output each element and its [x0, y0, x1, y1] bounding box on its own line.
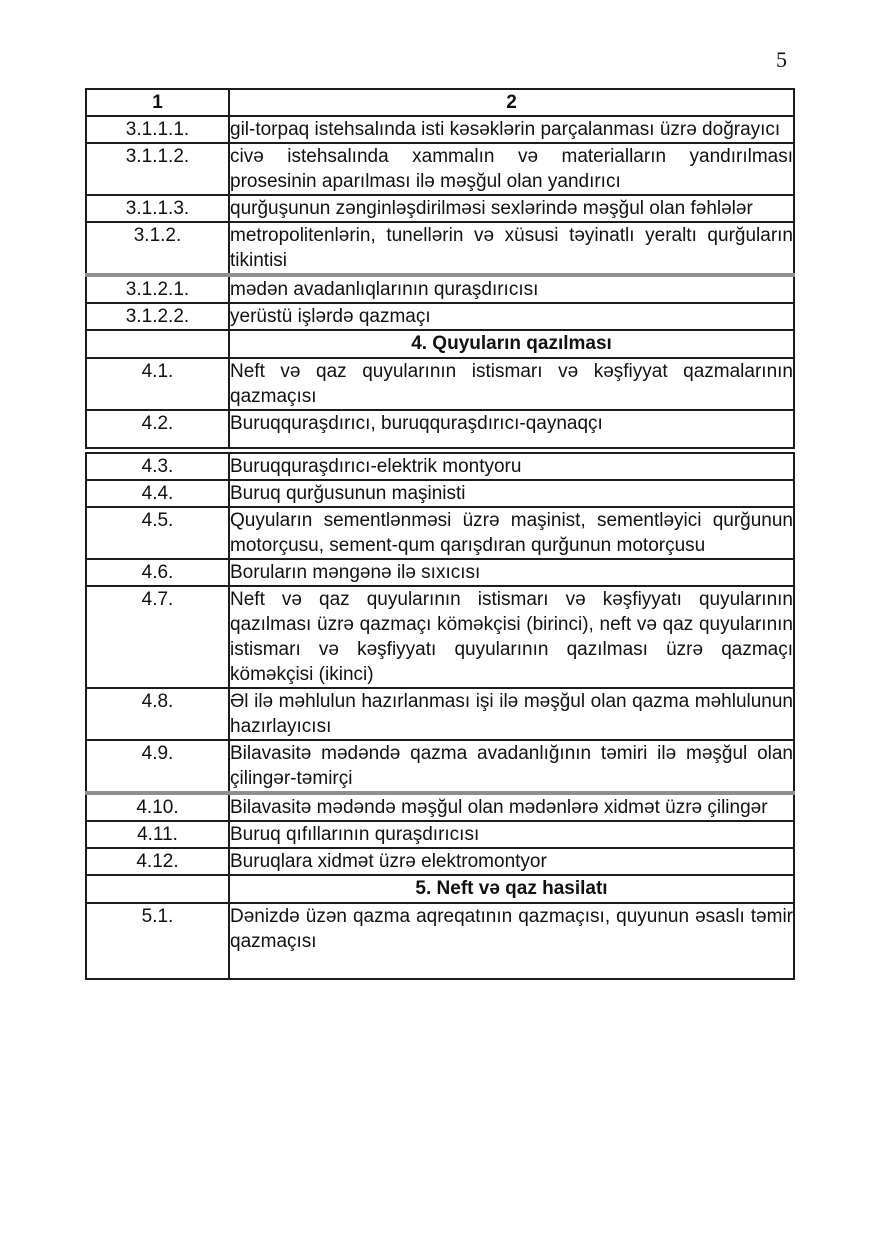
row-text-cell: civə istehsalında xammalın və materialların yandırılması prosesinin aparılması ilə məşğul olan yandırıcı	[229, 143, 794, 195]
row-number-cell: 4.3.	[86, 451, 229, 481]
row-number-cell: 4.8.	[86, 688, 229, 740]
section-heading-cell: 5. Neft və qaz hasilatı	[229, 875, 794, 903]
row-text-cell: Quyuların sementlənməsi üzrə maşinist, sementləyici qurğunun motorçusu, sement-qum qarışdıran qurğunun motorçusu	[229, 507, 794, 559]
row-text-cell: Dənizdə üzən qazma aqreqatının qazmaçısı, quyunun əsaslı təmir qazmaçısı	[229, 903, 794, 979]
row-number-cell: 4.2.	[86, 410, 229, 451]
table-row	[86, 688, 794, 740]
row-text-cell: Boruların məngənə ilə sıxıcısı	[229, 559, 794, 586]
professions-table	[85, 88, 795, 980]
row-number-cell: 4.10.	[86, 793, 229, 821]
table-row	[86, 116, 794, 143]
row-text-cell: Bilavasitə mədəndə məşğul olan mədənlərə xidmət üzrə çilingər	[229, 793, 794, 821]
row-number-cell: 4.12.	[86, 848, 229, 875]
table-row	[86, 143, 794, 195]
row-number-cell: 4.1.	[86, 358, 229, 410]
row-text-cell: Neft və qaz quyularının istismarı və kəşfiyyat qazmalarının qazmaçısı	[229, 358, 794, 410]
table-row	[86, 586, 794, 688]
table-row	[86, 195, 794, 222]
table-row	[86, 222, 794, 275]
table-row	[86, 821, 794, 848]
section-heading-cell: 4. Quyuların qazılması	[229, 330, 794, 358]
page-number: 5	[776, 47, 787, 72]
table-row	[86, 303, 794, 330]
row-number-cell: 5.1.	[86, 903, 229, 979]
row-number-cell: 3.1.2.1.	[86, 275, 229, 303]
row-number-cell: 3.1.2.2.	[86, 303, 229, 330]
row-number-cell: 4.9.	[86, 740, 229, 793]
section-heading-row	[86, 875, 794, 903]
row-text-cell: metropolitenlərin, tunellərin və xüsusi təyinatlı yeraltı qurğuların tikintisi	[229, 222, 794, 275]
column-header-number: 1	[86, 89, 229, 116]
row-text-cell: Neft və qaz quyularının istismarı və kəşfiyyatı quyularının qazılması üzrə qazmaçı köməkçisi (birinci), neft və qaz quyularının istismarı və kəşfiyyatı quyularının qazılması üzrə qazmaçı köməkçisi (ikinci)	[229, 586, 794, 688]
row-text-cell: mədən avadanlıqlarının quraşdırıcısı	[229, 275, 794, 303]
table-row	[86, 903, 794, 979]
row-number-cell	[86, 330, 229, 358]
table-row	[86, 480, 794, 507]
section-heading-row	[86, 330, 794, 358]
row-text-cell: Buruqquraşdırıcı, buruqquraşdırıcı-qaynaqçı	[229, 410, 794, 451]
row-number-cell: 3.1.2.	[86, 222, 229, 275]
row-number-cell: 4.5.	[86, 507, 229, 559]
row-text-cell: Buruq qıfıllarının quraşdırıcısı	[229, 821, 794, 848]
row-text-cell: Əl ilə məhlulun hazırlanması işi ilə məşğul olan qazma məhlulunun hazırlayıcısı	[229, 688, 794, 740]
table-row	[86, 358, 794, 410]
row-number-cell: 4.7.	[86, 586, 229, 688]
table-row	[86, 451, 794, 481]
row-number-cell: 3.1.1.3.	[86, 195, 229, 222]
row-text-cell: yerüstü işlərdə qazmaçı	[229, 303, 794, 330]
row-text-cell: Buruqlara xidmət üzrə elektromontyor	[229, 848, 794, 875]
table-header-row	[86, 89, 794, 116]
row-text-cell: gil-torpaq istehsalında isti kəsəklərin parçalanması üzrə doğrayıcı	[229, 116, 794, 143]
row-number-cell: 3.1.1.2.	[86, 143, 229, 195]
row-text-cell: Buruq qurğusunun maşinisti	[229, 480, 794, 507]
row-number-cell: 3.1.1.1.	[86, 116, 229, 143]
row-text-cell: Buruqquraşdırıcı-elektrik montyoru	[229, 451, 794, 481]
table-body	[86, 116, 794, 979]
table-row	[86, 410, 794, 451]
row-number-cell: 4.4.	[86, 480, 229, 507]
table-row	[86, 740, 794, 793]
row-number-cell	[86, 875, 229, 903]
column-header-description: 2	[229, 89, 794, 116]
table-row	[86, 848, 794, 875]
table-row	[86, 507, 794, 559]
row-text-cell: qurğuşunun zənginləşdirilməsi sexlərində məşğul olan fəhlələr	[229, 195, 794, 222]
table-row	[86, 793, 794, 821]
row-number-cell: 4.6.	[86, 559, 229, 586]
table-row	[86, 559, 794, 586]
row-number-cell: 4.11.	[86, 821, 229, 848]
table-row	[86, 275, 794, 303]
row-text-cell: Bilavasitə mədəndə qazma avadanlığının təmiri ilə məşğul olan çilingər-təmirçi	[229, 740, 794, 793]
